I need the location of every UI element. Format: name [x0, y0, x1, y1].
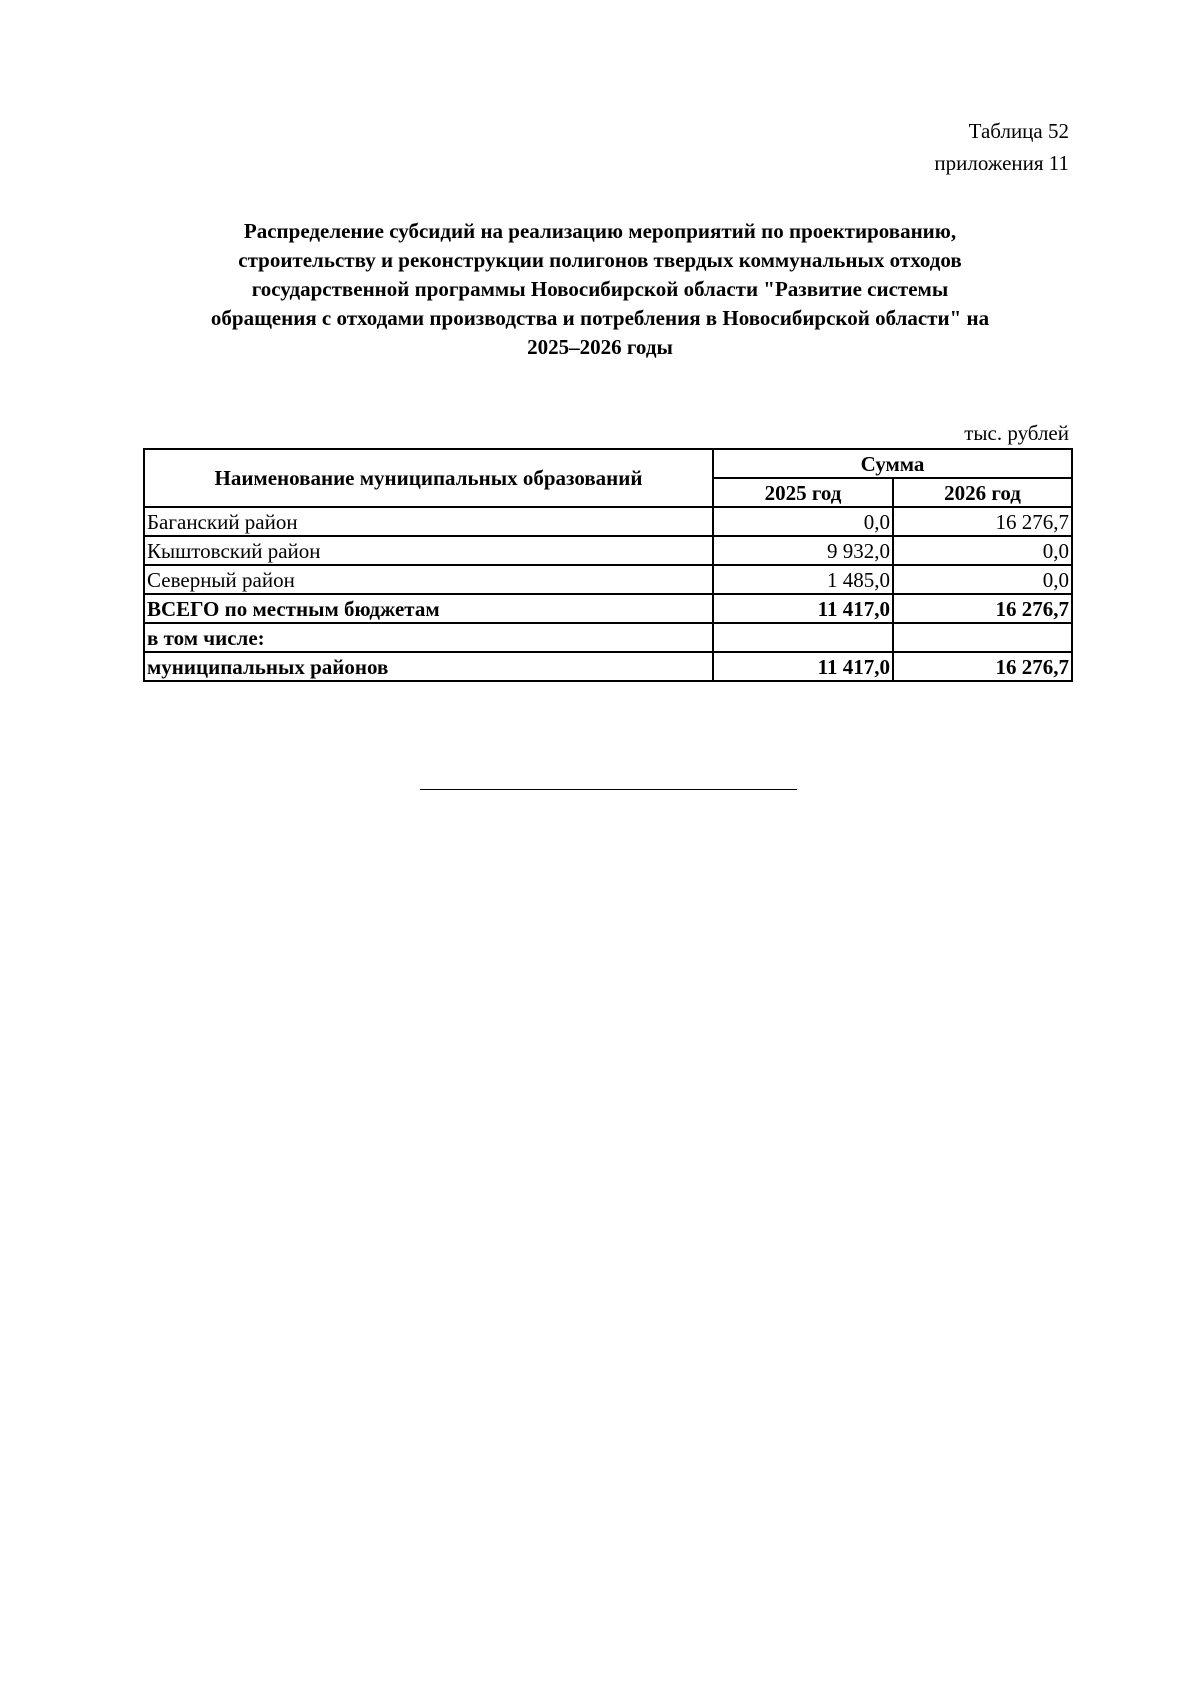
including-2026	[893, 623, 1072, 652]
including-2025	[713, 623, 893, 652]
title-line: Распределение субсидий на реализацию мероприятий по проектированию,	[243, 219, 957, 243]
districts-label: муниципальных районов	[144, 652, 713, 681]
table-row	[144, 507, 1072, 536]
title-line: обращения с отходами производства и потребления в Новосибирской области" на	[210, 306, 990, 330]
municipality-name: Баганский район	[144, 507, 713, 536]
title-line: 2025–2026 годы	[527, 335, 673, 359]
districts-2025: 11 417,0	[713, 652, 893, 681]
sum-header: Сумма	[713, 449, 1072, 478]
municipality-column-header: Наименование муниципальных образований	[144, 449, 713, 507]
amount-2026: 0,0	[893, 565, 1072, 594]
appendix-number: приложения 11	[934, 151, 1069, 175]
title-line: строительству и реконструкции полигонов твердых коммунальных отходов	[238, 248, 962, 272]
document-title	[140, 217, 1060, 362]
districts-row	[144, 652, 1072, 681]
year-2025-header: 2025 год	[713, 478, 893, 507]
total-label: ВСЕГО по местным бюджетам	[144, 594, 713, 623]
amount-2025: 9 932,0	[713, 536, 893, 565]
table-row	[144, 565, 1072, 594]
table-number: Таблица 52	[968, 119, 1069, 143]
closing-rule	[420, 789, 797, 790]
including-row	[144, 623, 1072, 652]
total-2025: 11 417,0	[713, 594, 893, 623]
title-line: государственной программы Новосибирской области "Развитие системы	[251, 277, 949, 301]
table-row	[144, 536, 1072, 565]
amount-2026: 16 276,7	[893, 507, 1072, 536]
year-2026-header: 2026 год	[893, 478, 1072, 507]
municipality-name: Кыштовский район	[144, 536, 713, 565]
including-label: в том числе:	[144, 623, 713, 652]
amount-2026: 0,0	[893, 536, 1072, 565]
units-label: тыс. рублей	[964, 421, 1069, 445]
subsidy-table	[143, 448, 1073, 682]
total-2026: 16 276,7	[893, 594, 1072, 623]
amount-2025: 0,0	[713, 507, 893, 536]
districts-2026: 16 276,7	[893, 652, 1072, 681]
amount-2025: 1 485,0	[713, 565, 893, 594]
total-row	[144, 594, 1072, 623]
municipality-name: Северный район	[144, 565, 713, 594]
